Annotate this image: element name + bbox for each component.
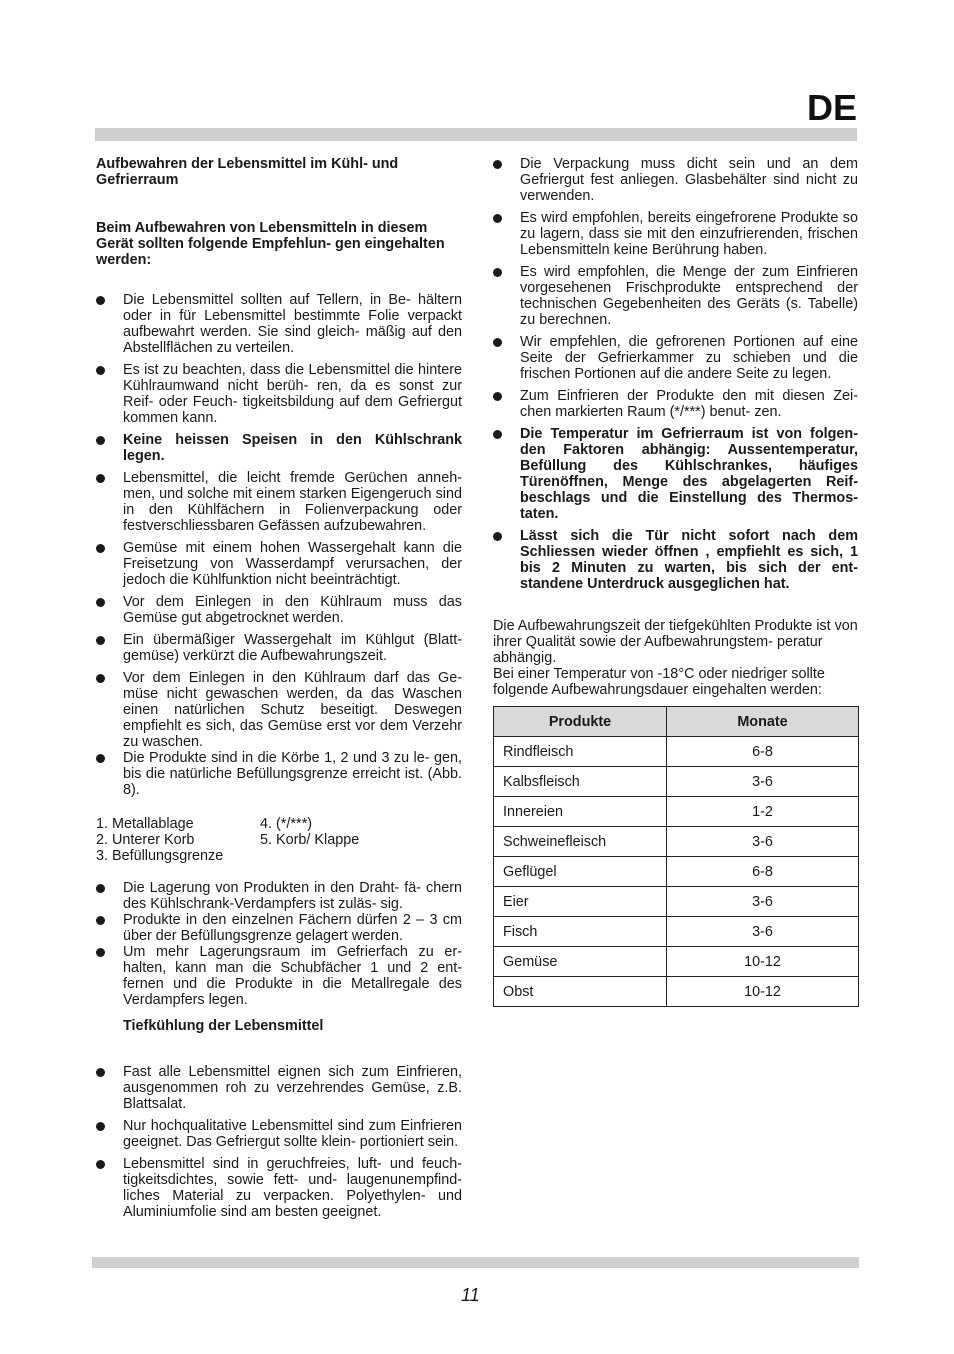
list-item: Gemüse mit einem hohen Wassergehalt kann die Freisetzung von Wasserdampf verursachen, der jedoch die Kühlfunktion nicht beeinträchtigt. [96,540,462,588]
legend-item: 5. Korb/ Klappe [260,832,360,848]
list-item: Die Temperatur im Gefrierraum ist von folgen- den Faktoren abhängig: Aussentemperatur, Befüllung des Kühlschrankes, häufiges Türenöffnen, Menge des abgelagerten Reif- beschlags und die Einstellung des Thermos- taten. [493,426,858,522]
bullet-list-3 [96,1064,462,1220]
months-cell: 10-12 [667,977,859,1007]
product-cell: Kalbsfleisch [494,767,667,797]
product-cell: Geflügel [494,857,667,887]
bullet-list-1 [96,292,462,798]
column-header-products: Produkte [494,707,667,737]
list-item: Vor dem Einlegen in den Kühlraum muss das Gemüse gut abgetrocknet werden. [96,594,462,626]
list-item: Es ist zu beachten, dass die Lebensmittel die hintere Kühlraumwand nicht berüh- ren, da es sonst zur Reif- oder Feuch- tigkeitsbildung auf dem Gefriergut kommen kann. [96,362,462,426]
list-item: Vor dem Einlegen in den Kühlraum darf das Ge- müse nicht gewaschen werden, da das Waschen einen natürlichen Schutz beseitigt. Deswegen empfiehlt es sich, das Gemüse erst vor dem Verzehr zu waschen. [96,670,462,750]
months-cell: 3-6 [667,827,859,857]
product-cell: Obst [494,977,667,1007]
storage-text: Die Aufbewahrungszeit der tiefgekühlten Produkte ist von ihrer Qualität sowie der Aufbewahrungstem- peratur abhängig. [493,618,858,666]
months-cell: 3-6 [667,767,859,797]
months-cell: 6-8 [667,857,859,887]
list-item: Die Lagerung von Produkten in den Draht- fä- chern des Kühlschrank-Verdampfers ist zuläs- sig. [96,880,462,912]
list-item: Produkte in den einzelnen Fächern dürfen 2 – 3 cm über der Befüllungsgrenze gelagert werden. [96,912,462,944]
storage-text: Bei einer Temperatur von -18°C oder niedriger sollte folgende Aufbewahrungsdauer eingehalten werden: [493,666,825,698]
page-number: 11 [461,1285,480,1305]
legend-item [260,848,462,864]
months-cell: 3-6 [667,917,859,947]
product-cell: Fisch [494,917,667,947]
figure-legend [96,816,462,864]
product-cell: Innereien [494,797,667,827]
list-item: Um mehr Lagerungsraum im Gefrierfach zu er- halten, kann man die Schubfächer 1 und 2 ent- fernen und die Produkte in die Metallregale des Verdampfers legen. [96,944,462,1008]
list-item: Wir empfehlen, die gefrorenen Portionen auf eine Seite der Gefrierkammer zu schieben und die frischen Portionen auf die andere Seite zu legen. [493,334,858,382]
list-item: Fast alle Lebensmittel eignen sich zum Einfrieren, ausgenommen roh zu verzehrendes Gemüse, z.B. Blattsalat. [96,1064,462,1112]
list-item: Nur hochqualitative Lebensmittel sind zum Einfrieren geeignet. Das Gefriergut sollte klein- portioniert sein. [96,1118,462,1150]
list-item: Keine heissen Speisen in den Kühlschrank legen. [96,432,462,464]
legend-item: 4. (*/***) [260,816,312,832]
list-item: Lebensmittel, die leicht fremde Gerüchen anneh- men, und solche mit einem starken Eigengeruch sind in den Kühlfächern in Folienverpackung oder festverschliessbaren Gefässen aufzubewahren. [96,470,462,534]
months-cell: 10-12 [667,947,859,977]
language-code: DE [806,87,857,128]
subsection-heading: Tiefkühlung der Lebensmittel [123,1018,324,1034]
list-item: Es wird empfohlen, die Menge der zum Einfrieren vorgesehenen Frischprodukte entsprechend der technischen Gegebenheiten des Geräts (s. Tabelle) zu berechnen. [493,264,858,328]
bullet-list-2 [96,880,462,1008]
product-cell: Gemüse [494,947,667,977]
table-row [494,947,859,977]
months-cell: 1-2 [667,797,859,827]
table-row [494,797,859,827]
list-item: Zum Einfrieren der Produkte den mit diesen Zei- chen markierten Raum (*/***) benut- zen. [493,388,858,420]
list-item: Ein übermäßiger Wassergehalt im Kühlgut (Blatt- gemüse) verkürzt die Aufbewahrungszeit. [96,632,462,664]
list-item: Es wird empfohlen, bereits eingefrorene Produkte so zu lagern, dass sie mit den einzufrierenden, frischen Lebensmitteln keine Berührung haben. [493,210,858,258]
storage-duration-table [493,706,859,1007]
column-header-months: Monate [667,707,859,737]
bullet-list-right [493,156,858,592]
table-row [494,767,859,797]
list-item: Die Verpackung muss dicht sein und an dem Gefriergut fest anliegen. Glasbehälter sind nicht zu verwenden. [493,156,858,204]
table-row [494,887,859,917]
list-item: Die Lebensmittel sollten auf Tellern, in Be- hältern oder in für Lebensmittel bestimmte Folie verpackt aufbewahrt werden. Sie sind gleich- mäßig auf den Abstellflächen zu verteilen. [96,292,462,356]
table-row [494,977,859,1007]
bottom-divider-bar [92,1257,859,1268]
table-row [494,857,859,887]
table-row [494,737,859,767]
list-item: Lässt sich die Tür nicht sofort nach dem Schliessen wieder öffnen , empfiehlt es sich, 1 bis 2 Minuten zu warten, bis sich der ent- standene Unterdruck ausgeglichen hat. [493,528,858,592]
months-cell: 6-8 [667,737,859,767]
months-cell: 3-6 [667,887,859,917]
legend-item: 2. Unterer Korb [96,832,195,848]
right-column [493,156,858,1007]
storage-intro [493,618,858,698]
section-heading: Aufbewahren der Lebensmittel im Kühl- und Gefrierraum [96,156,399,188]
table-row [494,917,859,947]
table-header-row [494,707,859,737]
product-cell: Schweinefleisch [494,827,667,857]
legend-item: 3. Befüllungsgrenze [96,848,224,864]
table-row [494,827,859,857]
intro-text: Beim Aufbewahren von Lebensmitteln in diesem Gerät sollten folgende Empfehlun- gen eingehalten werden: [96,220,445,268]
top-divider-bar [95,128,857,141]
left-column [96,156,462,1226]
legend-item: 1. Metallablage [96,816,194,832]
list-item: Lebensmittel sind in geruchfreies, luft- und feuch- tigkeitsdichtes, sowie fett- und- laugenunempfind- liches Material zu verpacken. Polyethylen- und Aluminiumfolie sind am besten geeignet. [96,1156,462,1220]
product-cell: Rindfleisch [494,737,667,767]
list-item: Die Produkte sind in die Körbe 1, 2 und 3 zu le- gen, bis die natürliche Befüllungsgrenze erreicht ist. (Abb. 8). [96,750,462,798]
product-cell: Eier [494,887,667,917]
